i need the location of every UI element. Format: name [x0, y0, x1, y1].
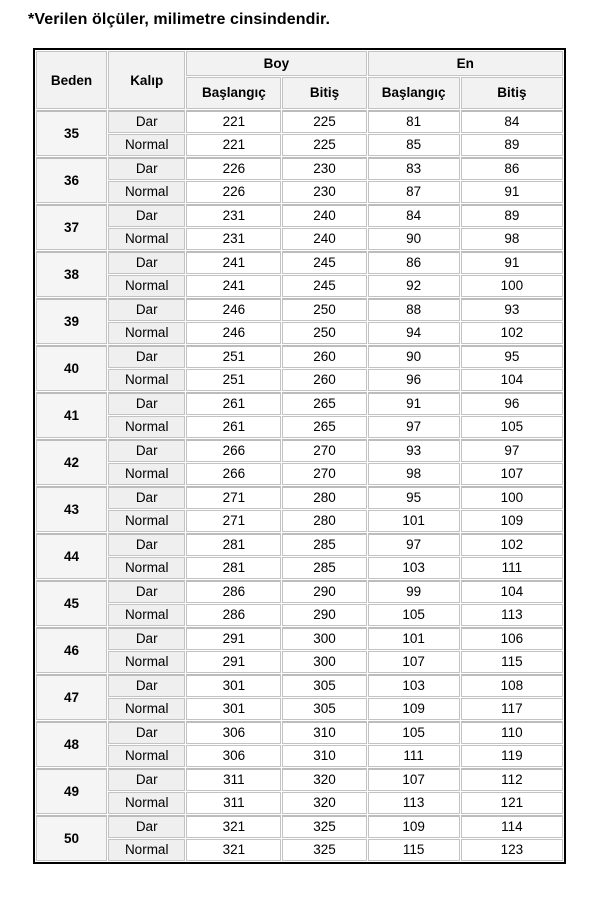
table-row: [36, 768, 563, 791]
boy-bitis-cell: 325: [282, 815, 366, 838]
fit-cell: Normal: [108, 322, 185, 344]
en-baslangic-cell: 96: [368, 369, 460, 391]
size-cell: 49: [36, 768, 107, 814]
table-row: [36, 345, 563, 368]
table-row: [36, 627, 563, 650]
en-baslangic-cell: 105: [368, 604, 460, 626]
en-bitis-cell: 106: [461, 627, 563, 650]
fit-cell: Dar: [108, 298, 185, 321]
en-baslangic-cell: 81: [368, 110, 460, 133]
boy-baslangic-cell: 246: [186, 298, 281, 321]
table-row: [36, 604, 563, 626]
table-row: [36, 134, 563, 156]
en-baslangic-cell: 107: [368, 768, 460, 791]
fit-cell: Dar: [108, 486, 185, 509]
boy-baslangic-cell: 241: [186, 275, 281, 297]
en-bitis-cell: 115: [461, 651, 563, 673]
en-baslangic-cell: 92: [368, 275, 460, 297]
header-row-groups: [36, 51, 563, 76]
size-cell: 47: [36, 674, 107, 720]
boy-bitis-cell: 225: [282, 110, 366, 133]
boy-baslangic-cell: 306: [186, 745, 281, 767]
en-baslangic-cell: 88: [368, 298, 460, 321]
boy-bitis-cell: 310: [282, 721, 366, 744]
en-bitis-cell: 100: [461, 486, 563, 509]
fit-cell: Dar: [108, 251, 185, 274]
boy-baslangic-cell: 261: [186, 392, 281, 415]
header-boy: Boy: [186, 51, 366, 76]
table-row: [36, 251, 563, 274]
size-cell: 43: [36, 486, 107, 532]
boy-baslangic-cell: 231: [186, 228, 281, 250]
en-bitis-cell: 91: [461, 251, 563, 274]
boy-bitis-cell: 250: [282, 322, 366, 344]
en-bitis-cell: 105: [461, 416, 563, 438]
en-bitis-cell: 84: [461, 110, 563, 133]
boy-baslangic-cell: 301: [186, 698, 281, 720]
header-en-bitis: Bitiş: [461, 77, 563, 109]
boy-bitis-cell: 250: [282, 298, 366, 321]
header-boy-baslangic: Başlangıç: [186, 77, 281, 109]
boy-baslangic-cell: 321: [186, 815, 281, 838]
table-row: [36, 792, 563, 814]
size-chart-table: [33, 48, 566, 864]
fit-cell: Dar: [108, 768, 185, 791]
en-bitis-cell: 102: [461, 533, 563, 556]
en-baslangic-cell: 90: [368, 345, 460, 368]
fit-cell: Dar: [108, 204, 185, 227]
measurement-note: *Verilen ölçüler, milimetre cinsindendir.: [28, 11, 330, 28]
table-row: [36, 228, 563, 250]
boy-baslangic-cell: 281: [186, 533, 281, 556]
en-bitis-cell: 111: [461, 557, 563, 579]
fit-cell: Normal: [108, 181, 185, 203]
en-bitis-cell: 96: [461, 392, 563, 415]
boy-baslangic-cell: 266: [186, 439, 281, 462]
size-cell: 44: [36, 533, 107, 579]
boy-bitis-cell: 270: [282, 439, 366, 462]
en-baslangic-cell: 98: [368, 463, 460, 485]
en-bitis-cell: 89: [461, 134, 563, 156]
boy-baslangic-cell: 251: [186, 345, 281, 368]
size-cell: 35: [36, 110, 107, 156]
en-bitis-cell: 89: [461, 204, 563, 227]
table-row: [36, 557, 563, 579]
table-row: [36, 698, 563, 720]
en-baslangic-cell: 90: [368, 228, 460, 250]
boy-bitis-cell: 260: [282, 345, 366, 368]
boy-baslangic-cell: 261: [186, 416, 281, 438]
en-bitis-cell: 108: [461, 674, 563, 697]
table-row: [36, 463, 563, 485]
boy-baslangic-cell: 231: [186, 204, 281, 227]
boy-bitis-cell: 240: [282, 228, 366, 250]
boy-baslangic-cell: 221: [186, 110, 281, 133]
en-baslangic-cell: 109: [368, 815, 460, 838]
table-row: [36, 110, 563, 133]
boy-baslangic-cell: 241: [186, 251, 281, 274]
fit-cell: Normal: [108, 463, 185, 485]
en-bitis-cell: 107: [461, 463, 563, 485]
boy-bitis-cell: 305: [282, 698, 366, 720]
boy-bitis-cell: 270: [282, 463, 366, 485]
table-row: [36, 839, 563, 861]
boy-bitis-cell: 300: [282, 627, 366, 650]
en-baslangic-cell: 91: [368, 392, 460, 415]
size-cell: 41: [36, 392, 107, 438]
en-baslangic-cell: 97: [368, 533, 460, 556]
size-cell: 45: [36, 580, 107, 626]
en-bitis-cell: 119: [461, 745, 563, 767]
en-baslangic-cell: 107: [368, 651, 460, 673]
en-bitis-cell: 123: [461, 839, 563, 861]
boy-baslangic-cell: 271: [186, 510, 281, 532]
fit-cell: Normal: [108, 416, 185, 438]
table-row: [36, 298, 563, 321]
fit-cell: Dar: [108, 110, 185, 133]
size-cell: 37: [36, 204, 107, 250]
table-row: [36, 815, 563, 838]
table-row: [36, 157, 563, 180]
en-baslangic-cell: 95: [368, 486, 460, 509]
fit-cell: Normal: [108, 510, 185, 532]
fit-cell: Dar: [108, 345, 185, 368]
table-row: [36, 651, 563, 673]
en-baslangic-cell: 109: [368, 698, 460, 720]
size-cell: 48: [36, 721, 107, 767]
boy-bitis-cell: 285: [282, 533, 366, 556]
fit-cell: Normal: [108, 228, 185, 250]
fit-cell: Dar: [108, 580, 185, 603]
boy-bitis-cell: 305: [282, 674, 366, 697]
boy-bitis-cell: 300: [282, 651, 366, 673]
en-baslangic-cell: 103: [368, 557, 460, 579]
boy-baslangic-cell: 246: [186, 322, 281, 344]
size-cell: 38: [36, 251, 107, 297]
en-bitis-cell: 102: [461, 322, 563, 344]
size-cell: 36: [36, 157, 107, 203]
boy-baslangic-cell: 291: [186, 627, 281, 650]
en-baslangic-cell: 84: [368, 204, 460, 227]
en-baslangic-cell: 111: [368, 745, 460, 767]
en-baslangic-cell: 105: [368, 721, 460, 744]
table-row: [36, 721, 563, 744]
en-bitis-cell: 91: [461, 181, 563, 203]
en-bitis-cell: 104: [461, 369, 563, 391]
table-row: [36, 439, 563, 462]
table-row: [36, 416, 563, 438]
boy-baslangic-cell: 281: [186, 557, 281, 579]
fit-cell: Normal: [108, 134, 185, 156]
en-bitis-cell: 104: [461, 580, 563, 603]
en-bitis-cell: 117: [461, 698, 563, 720]
boy-bitis-cell: 320: [282, 768, 366, 791]
boy-bitis-cell: 265: [282, 392, 366, 415]
en-baslangic-cell: 101: [368, 627, 460, 650]
en-baslangic-cell: 87: [368, 181, 460, 203]
boy-baslangic-cell: 271: [186, 486, 281, 509]
boy-baslangic-cell: 221: [186, 134, 281, 156]
en-bitis-cell: 121: [461, 792, 563, 814]
boy-bitis-cell: 265: [282, 416, 366, 438]
boy-bitis-cell: 225: [282, 134, 366, 156]
boy-baslangic-cell: 311: [186, 768, 281, 791]
en-baslangic-cell: 113: [368, 792, 460, 814]
en-baslangic-cell: 103: [368, 674, 460, 697]
table-row: [36, 322, 563, 344]
boy-bitis-cell: 320: [282, 792, 366, 814]
en-bitis-cell: 114: [461, 815, 563, 838]
table-row: [36, 510, 563, 532]
boy-baslangic-cell: 266: [186, 463, 281, 485]
fit-cell: Normal: [108, 839, 185, 861]
fit-cell: Dar: [108, 439, 185, 462]
table-row: [36, 181, 563, 203]
header-boy-bitis: Bitiş: [282, 77, 366, 109]
fit-cell: Normal: [108, 275, 185, 297]
fit-cell: Normal: [108, 604, 185, 626]
size-chart-header: [36, 51, 563, 109]
table-row: [36, 674, 563, 697]
en-bitis-cell: 113: [461, 604, 563, 626]
table-row: [36, 275, 563, 297]
en-baslangic-cell: 83: [368, 157, 460, 180]
fit-cell: Dar: [108, 815, 185, 838]
boy-baslangic-cell: 291: [186, 651, 281, 673]
en-bitis-cell: 112: [461, 768, 563, 791]
en-bitis-cell: 109: [461, 510, 563, 532]
table-row: [36, 580, 563, 603]
header-beden: Beden: [36, 51, 107, 109]
en-bitis-cell: 100: [461, 275, 563, 297]
fit-cell: Normal: [108, 698, 185, 720]
boy-baslangic-cell: 306: [186, 721, 281, 744]
en-baslangic-cell: 115: [368, 839, 460, 861]
boy-bitis-cell: 240: [282, 204, 366, 227]
boy-baslangic-cell: 286: [186, 580, 281, 603]
en-baslangic-cell: 93: [368, 439, 460, 462]
en-baslangic-cell: 86: [368, 251, 460, 274]
boy-bitis-cell: 230: [282, 157, 366, 180]
boy-bitis-cell: 280: [282, 486, 366, 509]
boy-bitis-cell: 260: [282, 369, 366, 391]
boy-bitis-cell: 230: [282, 181, 366, 203]
size-cell: 50: [36, 815, 107, 861]
en-baslangic-cell: 97: [368, 416, 460, 438]
size-cell: 46: [36, 627, 107, 673]
fit-cell: Normal: [108, 745, 185, 767]
en-bitis-cell: 98: [461, 228, 563, 250]
en-baslangic-cell: 94: [368, 322, 460, 344]
header-en-baslangic: Başlangıç: [368, 77, 460, 109]
size-cell: 42: [36, 439, 107, 485]
table-row: [36, 486, 563, 509]
fit-cell: Normal: [108, 651, 185, 673]
boy-bitis-cell: 245: [282, 275, 366, 297]
en-baslangic-cell: 101: [368, 510, 460, 532]
header-en: En: [368, 51, 563, 76]
boy-bitis-cell: 290: [282, 604, 366, 626]
fit-cell: Normal: [108, 557, 185, 579]
boy-baslangic-cell: 251: [186, 369, 281, 391]
boy-baslangic-cell: 321: [186, 839, 281, 861]
size-cell: 40: [36, 345, 107, 391]
boy-bitis-cell: 290: [282, 580, 366, 603]
table-row: [36, 745, 563, 767]
en-bitis-cell: 97: [461, 439, 563, 462]
fit-cell: Normal: [108, 792, 185, 814]
boy-baslangic-cell: 226: [186, 181, 281, 203]
boy-bitis-cell: 285: [282, 557, 366, 579]
fit-cell: Dar: [108, 721, 185, 744]
boy-baslangic-cell: 301: [186, 674, 281, 697]
fit-cell: Dar: [108, 674, 185, 697]
fit-cell: Dar: [108, 627, 185, 650]
en-baslangic-cell: 99: [368, 580, 460, 603]
size-table-body: [36, 110, 563, 861]
boy-bitis-cell: 325: [282, 839, 366, 861]
size-cell: 39: [36, 298, 107, 344]
en-bitis-cell: 93: [461, 298, 563, 321]
en-bitis-cell: 110: [461, 721, 563, 744]
en-bitis-cell: 86: [461, 157, 563, 180]
header-kalip: Kalıp: [108, 51, 185, 109]
fit-cell: Dar: [108, 157, 185, 180]
table-row: [36, 204, 563, 227]
fit-cell: Dar: [108, 533, 185, 556]
table-row: [36, 533, 563, 556]
boy-baslangic-cell: 226: [186, 157, 281, 180]
en-baslangic-cell: 85: [368, 134, 460, 156]
table-row: [36, 392, 563, 415]
boy-bitis-cell: 245: [282, 251, 366, 274]
boy-bitis-cell: 280: [282, 510, 366, 532]
table-row: [36, 369, 563, 391]
boy-bitis-cell: 310: [282, 745, 366, 767]
boy-baslangic-cell: 311: [186, 792, 281, 814]
boy-baslangic-cell: 286: [186, 604, 281, 626]
fit-cell: Normal: [108, 369, 185, 391]
fit-cell: Dar: [108, 392, 185, 415]
en-bitis-cell: 95: [461, 345, 563, 368]
